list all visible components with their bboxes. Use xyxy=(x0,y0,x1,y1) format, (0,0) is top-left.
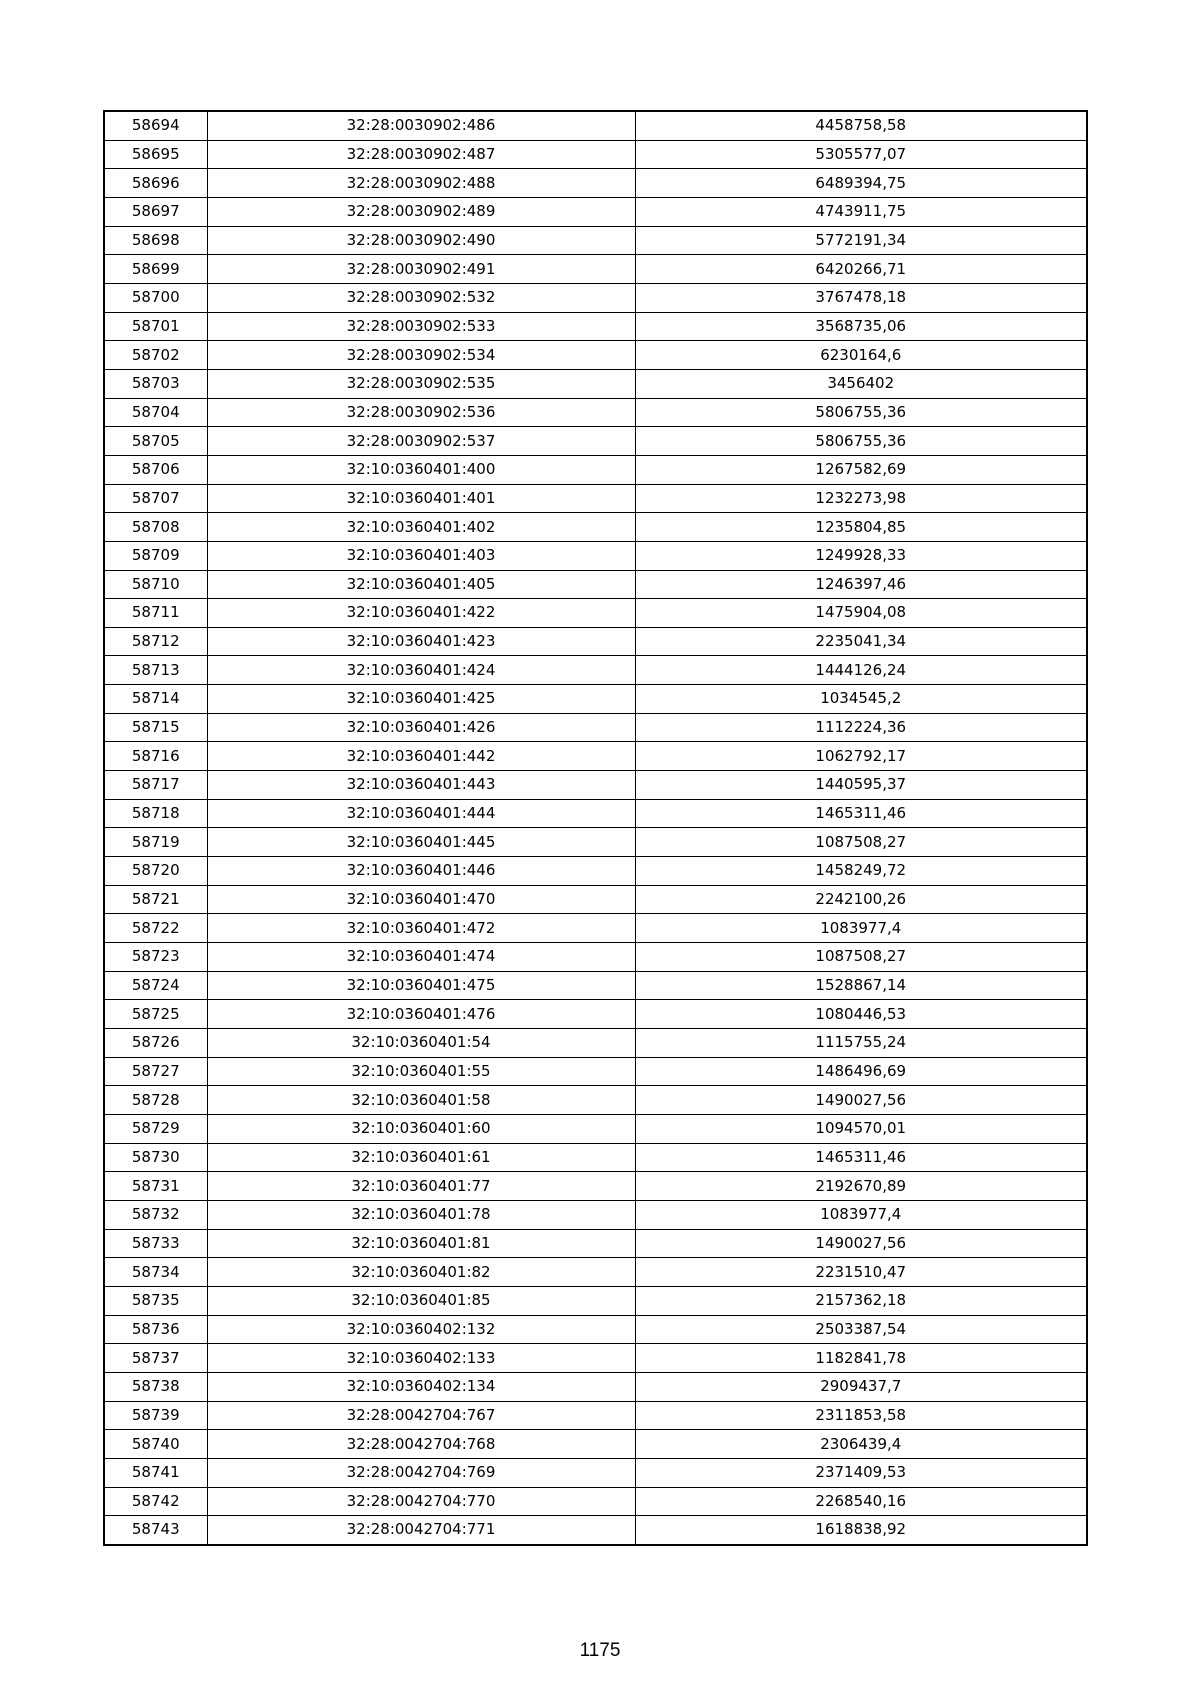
value-cell: 2157362,18 xyxy=(635,1286,1087,1315)
value-cell: 5806755,36 xyxy=(635,398,1087,427)
table-row xyxy=(104,1315,1087,1344)
value-cell: 1235804,85 xyxy=(635,513,1087,542)
value-cell: 1465311,46 xyxy=(635,799,1087,828)
row-number-cell: 58739 xyxy=(104,1401,207,1430)
table-row xyxy=(104,140,1087,169)
table-row xyxy=(104,627,1087,656)
table-row xyxy=(104,943,1087,972)
value-cell: 3767478,18 xyxy=(635,283,1087,312)
cadastral-number-cell: 32:10:0360401:403 xyxy=(207,541,635,570)
row-number-cell: 58708 xyxy=(104,513,207,542)
value-cell: 2192670,89 xyxy=(635,1172,1087,1201)
table-row xyxy=(104,1114,1087,1143)
table-row xyxy=(104,341,1087,370)
value-cell: 2909437,7 xyxy=(635,1372,1087,1401)
row-number-cell: 58737 xyxy=(104,1344,207,1373)
row-number-cell: 58716 xyxy=(104,742,207,771)
cadastral-number-cell: 32:28:0030902:488 xyxy=(207,169,635,198)
cadastral-number-cell: 32:10:0360401:422 xyxy=(207,599,635,628)
value-cell: 1444126,24 xyxy=(635,656,1087,685)
value-cell: 1249928,33 xyxy=(635,541,1087,570)
row-number-cell: 58743 xyxy=(104,1516,207,1545)
table-row xyxy=(104,1000,1087,1029)
row-number-cell: 58720 xyxy=(104,857,207,886)
table-row xyxy=(104,541,1087,570)
row-number-cell: 58712 xyxy=(104,627,207,656)
table-row xyxy=(104,971,1087,1000)
value-cell: 1062792,17 xyxy=(635,742,1087,771)
row-number-cell: 58724 xyxy=(104,971,207,1000)
cadastral-number-cell: 32:10:0360401:405 xyxy=(207,570,635,599)
row-number-cell: 58721 xyxy=(104,885,207,914)
value-cell: 1034545,2 xyxy=(635,685,1087,714)
table-row xyxy=(104,226,1087,255)
row-number-cell: 58736 xyxy=(104,1315,207,1344)
table-row xyxy=(104,513,1087,542)
row-number-cell: 58728 xyxy=(104,1086,207,1115)
table-row xyxy=(104,369,1087,398)
row-number-cell: 58735 xyxy=(104,1286,207,1315)
value-cell: 1486496,69 xyxy=(635,1057,1087,1086)
cadastral-number-cell: 32:28:0030902:537 xyxy=(207,427,635,456)
cadastral-number-cell: 32:28:0030902:535 xyxy=(207,369,635,398)
row-number-cell: 58719 xyxy=(104,828,207,857)
value-cell: 2503387,54 xyxy=(635,1315,1087,1344)
cadastral-number-cell: 32:10:0360401:424 xyxy=(207,656,635,685)
table-row xyxy=(104,169,1087,198)
table-row xyxy=(104,1200,1087,1229)
table-row xyxy=(104,1258,1087,1287)
cadastral-number-cell: 32:10:0360401:81 xyxy=(207,1229,635,1258)
value-cell: 5305577,07 xyxy=(635,140,1087,169)
value-cell: 3568735,06 xyxy=(635,312,1087,341)
value-cell: 2311853,58 xyxy=(635,1401,1087,1430)
cadastral-number-cell: 32:10:0360402:133 xyxy=(207,1344,635,1373)
table-row xyxy=(104,1344,1087,1373)
value-cell: 1618838,92 xyxy=(635,1516,1087,1545)
table-row xyxy=(104,1458,1087,1487)
cadastral-number-cell: 32:28:0030902:534 xyxy=(207,341,635,370)
row-number-cell: 58715 xyxy=(104,713,207,742)
cadastral-number-cell: 32:10:0360401:476 xyxy=(207,1000,635,1029)
value-cell: 4743911,75 xyxy=(635,197,1087,226)
row-number-cell: 58694 xyxy=(104,111,207,140)
value-cell: 1475904,08 xyxy=(635,599,1087,628)
row-number-cell: 58729 xyxy=(104,1114,207,1143)
value-cell: 1490027,56 xyxy=(635,1229,1087,1258)
cadastral-number-cell: 32:10:0360401:474 xyxy=(207,943,635,972)
table-row xyxy=(104,599,1087,628)
cadastral-number-cell: 32:28:0030902:536 xyxy=(207,398,635,427)
value-cell: 1490027,56 xyxy=(635,1086,1087,1115)
value-cell: 5772191,34 xyxy=(635,226,1087,255)
table-row xyxy=(104,283,1087,312)
row-number-cell: 58718 xyxy=(104,799,207,828)
table-row xyxy=(104,656,1087,685)
row-number-cell: 58727 xyxy=(104,1057,207,1086)
table-row xyxy=(104,398,1087,427)
cadastral-number-cell: 32:10:0360401:55 xyxy=(207,1057,635,1086)
table-row xyxy=(104,1029,1087,1058)
value-cell: 2306439,4 xyxy=(635,1430,1087,1459)
value-cell: 1094570,01 xyxy=(635,1114,1087,1143)
value-cell: 1267582,69 xyxy=(635,455,1087,484)
row-number-cell: 58713 xyxy=(104,656,207,685)
row-number-cell: 58726 xyxy=(104,1029,207,1058)
cadastral-number-cell: 32:10:0360401:85 xyxy=(207,1286,635,1315)
row-number-cell: 58717 xyxy=(104,771,207,800)
cadastral-number-cell: 32:28:0030902:490 xyxy=(207,226,635,255)
row-number-cell: 58710 xyxy=(104,570,207,599)
table-row xyxy=(104,427,1087,456)
table-row xyxy=(104,1516,1087,1545)
cadastral-number-cell: 32:28:0030902:533 xyxy=(207,312,635,341)
value-cell: 5806755,36 xyxy=(635,427,1087,456)
value-cell: 1083977,4 xyxy=(635,1200,1087,1229)
cadastral-number-cell: 32:28:0030902:532 xyxy=(207,283,635,312)
table-row xyxy=(104,799,1087,828)
cadastral-number-cell: 32:10:0360401:82 xyxy=(207,1258,635,1287)
value-cell: 1115755,24 xyxy=(635,1029,1087,1058)
cadastral-number-cell: 32:10:0360402:134 xyxy=(207,1372,635,1401)
value-cell: 6230164,6 xyxy=(635,341,1087,370)
table-row xyxy=(104,742,1087,771)
cadastral-number-cell: 32:10:0360401:77 xyxy=(207,1172,635,1201)
row-number-cell: 58742 xyxy=(104,1487,207,1516)
cadastral-number-cell: 32:28:0042704:771 xyxy=(207,1516,635,1545)
row-number-cell: 58706 xyxy=(104,455,207,484)
value-cell: 1440595,37 xyxy=(635,771,1087,800)
row-number-cell: 58699 xyxy=(104,255,207,284)
table-row xyxy=(104,1401,1087,1430)
row-number-cell: 58733 xyxy=(104,1229,207,1258)
row-number-cell: 58731 xyxy=(104,1172,207,1201)
table-row xyxy=(104,828,1087,857)
row-number-cell: 58730 xyxy=(104,1143,207,1172)
cadastral-number-cell: 32:10:0360401:60 xyxy=(207,1114,635,1143)
row-number-cell: 58697 xyxy=(104,197,207,226)
table-row xyxy=(104,455,1087,484)
cadastral-number-cell: 32:28:0030902:491 xyxy=(207,255,635,284)
table-row xyxy=(104,312,1087,341)
value-cell: 2231510,47 xyxy=(635,1258,1087,1287)
value-cell: 1087508,27 xyxy=(635,828,1087,857)
table-row xyxy=(104,1372,1087,1401)
cadastral-number-cell: 32:10:0360401:425 xyxy=(207,685,635,714)
cadastral-number-cell: 32:10:0360401:442 xyxy=(207,742,635,771)
row-number-cell: 58709 xyxy=(104,541,207,570)
cadastral-number-cell: 32:10:0360401:443 xyxy=(207,771,635,800)
cadastral-number-cell: 32:28:0030902:489 xyxy=(207,197,635,226)
cadastral-number-cell: 32:10:0360401:472 xyxy=(207,914,635,943)
table-row xyxy=(104,685,1087,714)
cadastral-number-cell: 32:10:0360401:61 xyxy=(207,1143,635,1172)
row-number-cell: 58732 xyxy=(104,1200,207,1229)
table-row xyxy=(104,713,1087,742)
row-number-cell: 58723 xyxy=(104,943,207,972)
row-number-cell: 58740 xyxy=(104,1430,207,1459)
table-row xyxy=(104,570,1087,599)
row-number-cell: 58734 xyxy=(104,1258,207,1287)
row-number-cell: 58741 xyxy=(104,1458,207,1487)
cadastral-number-cell: 32:10:0360401:426 xyxy=(207,713,635,742)
cadastral-number-cell: 32:28:0042704:767 xyxy=(207,1401,635,1430)
value-cell: 1232273,98 xyxy=(635,484,1087,513)
table-row xyxy=(104,111,1087,140)
table-row xyxy=(104,914,1087,943)
row-number-cell: 58705 xyxy=(104,427,207,456)
cadastral-number-cell: 32:28:0042704:770 xyxy=(207,1487,635,1516)
page-number: 1175 xyxy=(579,1640,621,1661)
value-cell: 2242100,26 xyxy=(635,885,1087,914)
row-number-cell: 58738 xyxy=(104,1372,207,1401)
table-row xyxy=(104,885,1087,914)
cadastral-number-cell: 32:10:0360401:470 xyxy=(207,885,635,914)
value-cell: 4458758,58 xyxy=(635,111,1087,140)
cadastral-number-cell: 32:10:0360401:423 xyxy=(207,627,635,656)
table-row xyxy=(104,1143,1087,1172)
table-row xyxy=(104,255,1087,284)
value-cell: 6420266,71 xyxy=(635,255,1087,284)
cadastral-number-cell: 32:10:0360401:445 xyxy=(207,828,635,857)
table-row xyxy=(104,1430,1087,1459)
cadastral-number-cell: 32:10:0360401:444 xyxy=(207,799,635,828)
table-row xyxy=(104,1487,1087,1516)
cadastral-number-cell: 32:10:0360401:78 xyxy=(207,1200,635,1229)
value-cell: 1246397,46 xyxy=(635,570,1087,599)
value-cell: 1112224,36 xyxy=(635,713,1087,742)
cadastral-number-cell: 32:10:0360401:401 xyxy=(207,484,635,513)
cadastral-number-cell: 32:10:0360401:400 xyxy=(207,455,635,484)
cadastral-number-cell: 32:10:0360402:132 xyxy=(207,1315,635,1344)
value-cell: 1528867,14 xyxy=(635,971,1087,1000)
table-row xyxy=(104,484,1087,513)
row-number-cell: 58711 xyxy=(104,599,207,628)
cadastral-number-cell: 32:10:0360401:402 xyxy=(207,513,635,542)
table-row xyxy=(104,1086,1087,1115)
row-number-cell: 58700 xyxy=(104,283,207,312)
table-row xyxy=(104,1172,1087,1201)
value-cell: 1080446,53 xyxy=(635,1000,1087,1029)
value-cell: 6489394,75 xyxy=(635,169,1087,198)
value-cell: 1182841,78 xyxy=(635,1344,1087,1373)
row-number-cell: 58722 xyxy=(104,914,207,943)
row-number-cell: 58707 xyxy=(104,484,207,513)
cadastral-number-cell: 32:28:0042704:769 xyxy=(207,1458,635,1487)
cadastral-number-cell: 32:28:0030902:486 xyxy=(207,111,635,140)
row-number-cell: 58725 xyxy=(104,1000,207,1029)
value-cell: 2371409,53 xyxy=(635,1458,1087,1487)
value-cell: 3456402 xyxy=(635,369,1087,398)
table-row xyxy=(104,197,1087,226)
value-cell: 1087508,27 xyxy=(635,943,1087,972)
row-number-cell: 58696 xyxy=(104,169,207,198)
cadastral-value-table xyxy=(103,110,1088,1546)
value-cell: 1458249,72 xyxy=(635,857,1087,886)
row-number-cell: 58702 xyxy=(104,341,207,370)
value-cell: 1465311,46 xyxy=(635,1143,1087,1172)
cadastral-number-cell: 32:10:0360401:54 xyxy=(207,1029,635,1058)
row-number-cell: 58714 xyxy=(104,685,207,714)
table-row xyxy=(104,1286,1087,1315)
value-cell: 2268540,16 xyxy=(635,1487,1087,1516)
cadastral-number-cell: 32:10:0360401:475 xyxy=(207,971,635,1000)
cadastral-number-cell: 32:10:0360401:446 xyxy=(207,857,635,886)
value-cell: 2235041,34 xyxy=(635,627,1087,656)
cadastral-number-cell: 32:10:0360401:58 xyxy=(207,1086,635,1115)
table-row xyxy=(104,1229,1087,1258)
cadastral-number-cell: 32:28:0042704:768 xyxy=(207,1430,635,1459)
value-cell: 1083977,4 xyxy=(635,914,1087,943)
cadastral-number-cell: 32:28:0030902:487 xyxy=(207,140,635,169)
row-number-cell: 58701 xyxy=(104,312,207,341)
table-body xyxy=(104,111,1087,1545)
table-row xyxy=(104,1057,1087,1086)
row-number-cell: 58703 xyxy=(104,369,207,398)
row-number-cell: 58698 xyxy=(104,226,207,255)
table-row xyxy=(104,857,1087,886)
row-number-cell: 58704 xyxy=(104,398,207,427)
table-row xyxy=(104,771,1087,800)
row-number-cell: 58695 xyxy=(104,140,207,169)
